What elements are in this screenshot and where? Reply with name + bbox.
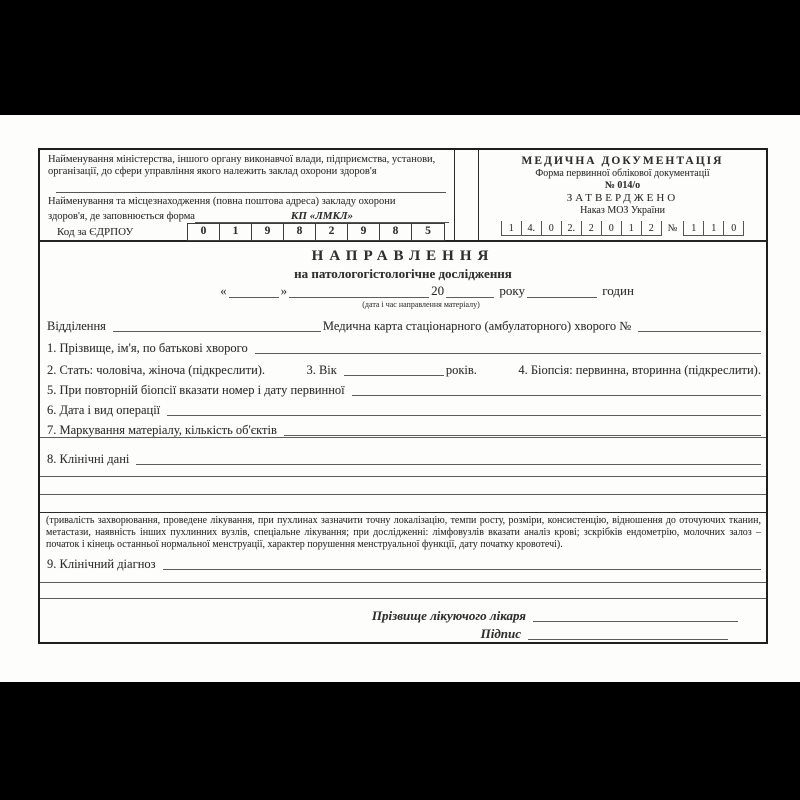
fill-line: [533, 608, 738, 622]
order-number-digit: 0: [723, 221, 743, 236]
doctor-name-row: [40, 606, 766, 623]
form-subtitle: на патологогістологічне дослідження: [294, 266, 512, 281]
fill-line: [40, 425, 766, 438]
date-digit: 0: [601, 221, 621, 236]
order-number-digit: 1: [703, 221, 723, 236]
quote-close: »: [280, 283, 288, 298]
order-number-group: [683, 221, 744, 236]
item3-suffix: років.: [445, 363, 477, 377]
form-header: [40, 150, 766, 242]
sex-age-biopsy-row: [47, 360, 763, 377]
item7-label: 7. Маркування матеріалу, кількість об'єктів: [47, 423, 277, 437]
signature-label: Підпис: [480, 626, 521, 641]
facility-label-line1: Найменування та місцезнаходження (повна поштова адреса) закладу охорони: [48, 196, 396, 207]
date-digit: 0: [541, 221, 561, 236]
item4-label: 4. Біопсія: первинна, вторинна (підкреслити).: [518, 363, 761, 377]
edrpou-row: [57, 223, 445, 241]
item9-label: 9. Клінічний діагноз: [47, 557, 156, 571]
age-group: [306, 362, 476, 377]
date-digit: 1: [621, 221, 641, 236]
fill-line: [163, 556, 761, 570]
fill-line-year: [446, 283, 494, 298]
fill-line: [255, 340, 761, 354]
form-number: № 014/о: [604, 180, 641, 191]
ministry-line1: Найменування міністерства, іншого органу виконавчої влади, підприємства, установи,: [48, 154, 436, 165]
date-digit: 2: [641, 221, 661, 236]
date-digit-group: [501, 221, 662, 236]
date-digit: 4.: [521, 221, 541, 236]
fill-line: [352, 382, 761, 396]
year-word: року: [496, 283, 525, 298]
facility-label-line2: здоров'я, де заповнюється форма: [48, 211, 195, 222]
item6-label: 6. Дата і вид операції: [47, 403, 161, 417]
fill-line: [528, 626, 728, 640]
header-left-cell: [40, 150, 455, 240]
date-digit: 2: [581, 221, 601, 236]
edrpou-digit: 0: [188, 224, 220, 240]
item1-label: 1. Прізвище, ім'я, по батькові хворого: [47, 341, 248, 355]
edrpou-digit: 1: [220, 224, 252, 240]
item3-label: 3. Вік: [306, 363, 337, 377]
date-digit: 1: [501, 221, 521, 236]
order-number-digit: 1: [683, 221, 703, 236]
ministry-line2: організації, до сфери управління якого належить заклад охорони здоров'я: [48, 166, 377, 177]
fill-line: [40, 570, 766, 583]
approved-label: ЗАТВЕРДЖЕНО: [566, 192, 679, 204]
order-label: Наказ МОЗ України: [580, 205, 665, 216]
fill-line: [167, 402, 761, 416]
paper-page: [0, 115, 800, 682]
item2-label: 2. Стать: чоловіча, жіноча (підкреслити).: [47, 363, 266, 377]
year-prefix: 20: [431, 283, 445, 298]
fill-line: [56, 192, 446, 193]
header-right-cell: [479, 150, 766, 240]
edrpou-digit: 5: [425, 225, 431, 237]
quote-open: «: [220, 283, 227, 298]
patient-name-row: [47, 338, 763, 355]
edrpou-digit: 9: [252, 224, 284, 240]
item5-label: 5. При повторній біопсії вказати номер і дату первинної: [47, 383, 345, 397]
date-time-line: [64, 282, 790, 298]
fill-line-hours: [527, 283, 597, 298]
header-middle-cell: [455, 150, 479, 240]
fill-line-day: [229, 283, 279, 298]
date-hint: (дата і час направлення матеріалу): [362, 300, 480, 309]
fill-line: [136, 451, 761, 465]
fill-line: [344, 362, 444, 376]
repeat-biopsy-row: [47, 380, 763, 397]
order-date-boxes: [479, 221, 766, 236]
edrpou-digit: 2: [316, 224, 348, 240]
referral-form: [38, 148, 768, 644]
clinical-note: (тривалість захворювання, проведене лікування, при пухлинах зазначити точну локалізацію, темпи росту, розміри, консистенцію, відношення до оточуючих тканин, метастази, наявність інших пухлинних вузлів, спеціальне лікування; при дослідженні: лімфовузлів вказати аналіз крові; зскрібків ендометрію, молочних залоз – початок і кінець останньої нормальної менструації, характер порушення менструальної функції, дату початку кровотечі).: [40, 512, 766, 551]
date-digit: 2.: [561, 221, 581, 236]
fill-line: [40, 586, 766, 599]
edrpou-digit: 9: [348, 224, 380, 240]
edrpou-digit: 8: [284, 224, 316, 240]
doc-subtitle: Форма первинної облікової документації: [535, 168, 710, 179]
edrpou-label: Код за ЄДРПОУ: [57, 226, 134, 238]
fill-line: [40, 464, 766, 477]
doctor-name-label: Прізвище лікуючого лікаря: [371, 608, 526, 623]
doc-title: МЕДИЧНА ДОКУМЕНТАЦІЯ: [521, 155, 724, 167]
ministry-label: [48, 154, 448, 178]
fill-line: [638, 318, 761, 332]
facility-name-value: КП «ЛМКЛ»: [195, 210, 449, 223]
facility-row: [48, 208, 449, 223]
operation-row: [47, 400, 763, 417]
hours-word: годин: [598, 283, 634, 298]
clinical-diagnosis-row: [47, 554, 763, 571]
fill-line: [40, 482, 766, 495]
fill-line-month: [289, 283, 429, 298]
signature-row: [40, 624, 766, 641]
number-sign: №: [667, 223, 678, 234]
edrpou-code-boxes: [187, 223, 445, 241]
med-card-label: Медична карта стаціонарного (амбулаторного) хворого №: [322, 319, 632, 333]
edrpou-digit: 8: [380, 224, 412, 240]
item8-label: 8. Клінічні дані: [47, 452, 130, 466]
department-label: Відділення: [47, 319, 106, 333]
form-title: НАПРАВЛЕННЯ: [311, 248, 495, 264]
department-row: [47, 316, 763, 333]
fill-line: [113, 318, 321, 332]
